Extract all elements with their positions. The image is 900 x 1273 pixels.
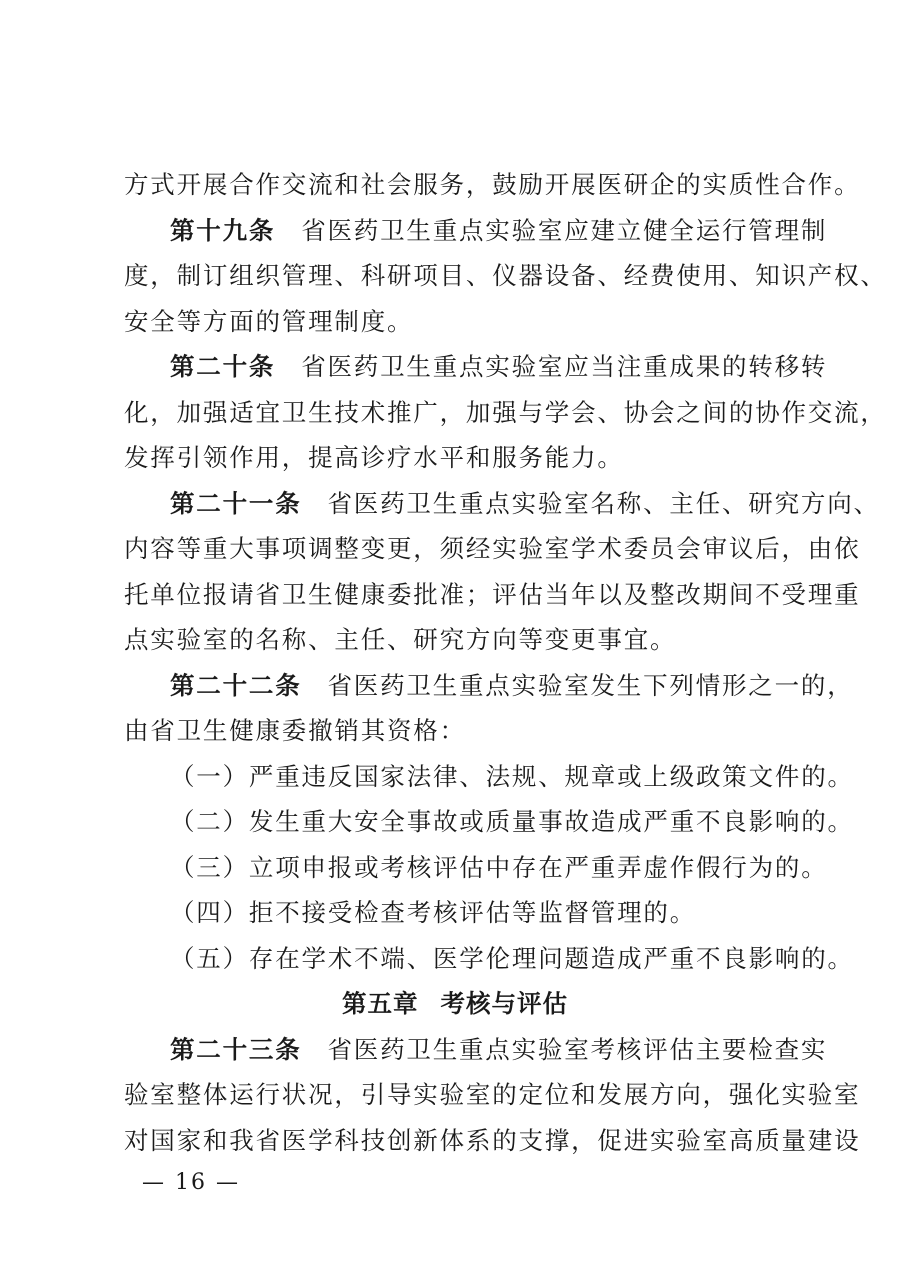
document-body	[124, 162, 887, 1163]
text-line: 化，加强适宜卫生技术推广，加强与学会、协会之间的协作交流，	[124, 397, 887, 427]
list-item: （二）发生重大安全事故或质量事故造成严重不良影响的。	[170, 807, 854, 836]
article-23-first-line	[124, 1027, 828, 1073]
article-heading: 第二十一条	[170, 488, 302, 518]
text-line: 安全等方面的管理制度。	[124, 306, 414, 336]
article-21-first-line	[124, 481, 880, 527]
list-item: （三）立项申报或考核评估中存在严重弄虚作假行为的。	[170, 852, 828, 882]
text-line: 方式开展合作交流和社会服务，鼓励开展医研企的实质性合作。	[124, 170, 861, 199]
article-text: 省医药卫生重点实验室考核评估主要检查实	[327, 1034, 828, 1064]
chapter-number: 第五章	[342, 989, 419, 1018]
article-19-first-line	[124, 208, 828, 254]
text-line: 验室整体运行状况，引导实验室的定位和发展方向，强化实验室	[124, 1080, 861, 1109]
article-text: 省医药卫生重点实验室应当注重成果的转移转	[301, 352, 828, 381]
text-line: 点实验室的名称、主任、研究方向等变更事宜。	[124, 625, 677, 654]
article-text: 省医药卫生重点实验室应建立健全运行管理制	[301, 215, 828, 245]
text-line: 度，制订组织管理、科研项目、仪器设备、经费使用、知识产权、	[124, 261, 887, 290]
text-line: 对国家和我省医学科技创新体系的支撑，促进实验室高质量建设	[124, 1125, 861, 1155]
chapter-title: 考核与评估	[440, 989, 568, 1018]
page-number: — 16 —	[142, 1170, 240, 1195]
text-line: 由省卫生健康委撤销其资格：	[124, 716, 466, 745]
list-item: （五）存在学术不端、医学伦理问题造成严重不良影响的。	[170, 943, 854, 973]
text-line: 发挥引领作用，提高诊疗水平和服务能力。	[124, 443, 624, 472]
article-20-first-line	[124, 344, 828, 390]
article-text: 省医药卫生重点实验室发生下列情形之一的，	[327, 670, 854, 700]
article-heading: 第二十二条	[170, 670, 302, 700]
article-text: 省医药卫生重点实验室名称、主任、研究方向、	[327, 488, 880, 518]
list-item: （一）严重违反国家法律、法规、规章或上级政策文件的。	[170, 761, 854, 791]
article-22-first-line	[124, 663, 854, 709]
chapter-heading	[124, 981, 786, 1027]
text-line: 内容等重大事项调整变更，须经实验室学术委员会审议后，由依	[124, 534, 861, 563]
text-line: 托单位报请省卫生健康委批准；评估当年以及整改期间不受理重	[124, 579, 861, 609]
article-heading: 第二十条	[170, 352, 276, 381]
article-heading: 第十九条	[170, 215, 276, 245]
article-heading: 第二十三条	[170, 1034, 302, 1064]
list-item: （四）拒不接受检查考核评估等监督管理的。	[170, 898, 696, 927]
